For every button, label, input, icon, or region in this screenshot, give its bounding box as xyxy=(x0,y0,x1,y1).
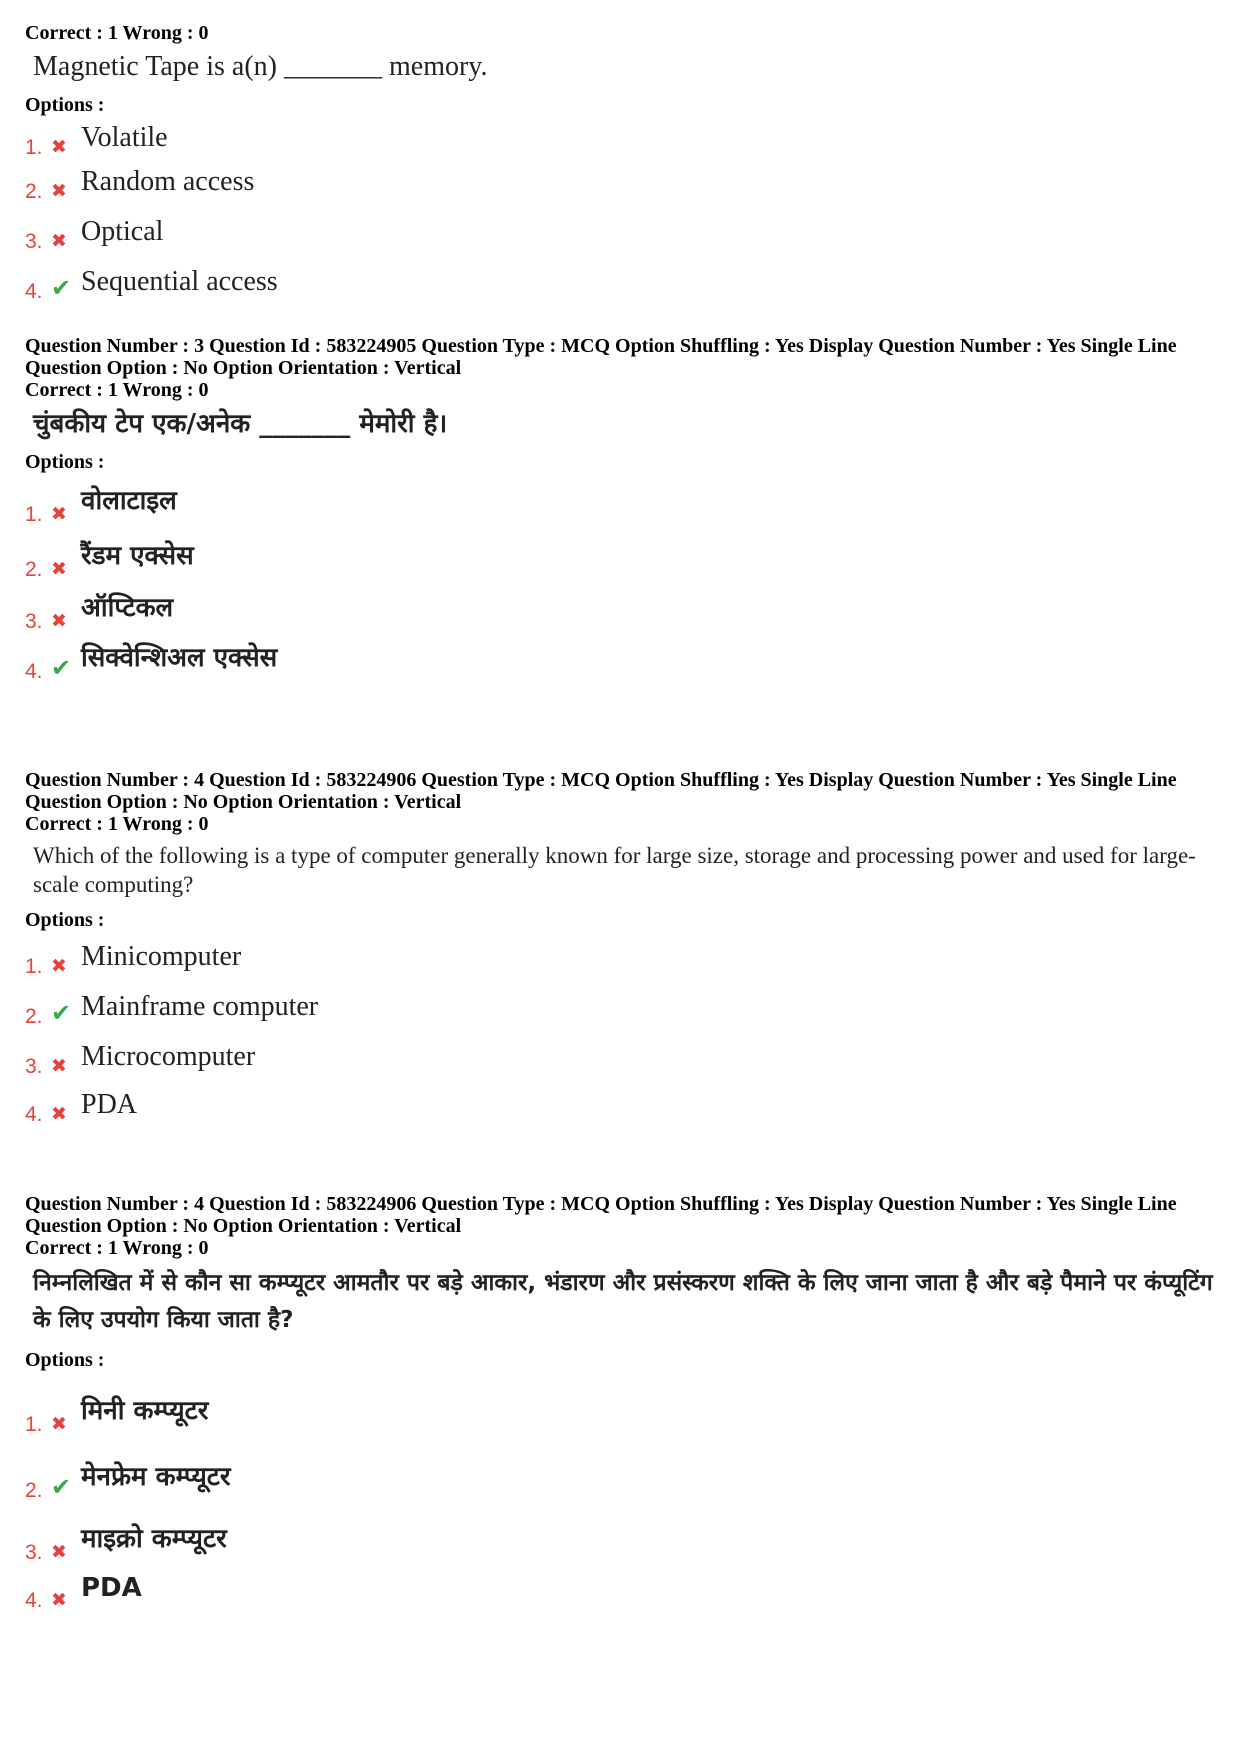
option-text: PDA xyxy=(81,1573,142,1603)
correct-check-icon: ✔ xyxy=(51,1473,72,1501)
score-line: Correct : 1 Wrong : 0 xyxy=(25,22,209,44)
option-2 xyxy=(25,981,1215,1031)
wrong-cross-icon: ✖ xyxy=(51,1413,67,1435)
option-2 xyxy=(25,162,1215,206)
question-meta: Question Number : 4 Question Id : 583224906 Question Type : MCQ Option Shuffling : Yes Display Question Number : Yes Single Line Question Option : No Option Orientation : Vertical xyxy=(25,769,1177,813)
question-block-4-hindi xyxy=(25,1193,1215,1615)
option-text: Volatile xyxy=(81,122,168,153)
wrong-cross-icon: ✖ xyxy=(51,1541,67,1563)
option-1 xyxy=(25,477,1215,529)
option-1 xyxy=(25,120,1215,162)
option-3 xyxy=(25,584,1215,636)
options-label: Options : xyxy=(25,94,105,116)
option-2 xyxy=(25,1439,1215,1505)
option-text: Sequential access xyxy=(81,266,278,297)
option-3 xyxy=(25,206,1215,256)
option-number: 3. xyxy=(25,1541,43,1564)
correct-check-icon: ✔ xyxy=(51,654,72,682)
wrong-cross-icon: ✖ xyxy=(51,230,67,252)
option-1 xyxy=(25,1375,1215,1439)
option-number: 4. xyxy=(25,660,43,683)
option-2 xyxy=(25,529,1215,584)
question-block-4-english xyxy=(25,769,1215,1183)
question-text: चुंबकीय टेप एक/अनेक _______ मेमोरी है। xyxy=(33,409,448,439)
option-text: Minicomputer xyxy=(81,941,242,972)
option-number: 1. xyxy=(25,955,43,978)
wrong-cross-icon: ✖ xyxy=(51,503,67,525)
option-text: रैंडम एक्सेस xyxy=(81,541,194,571)
wrong-cross-icon: ✖ xyxy=(51,558,67,580)
question-paper xyxy=(25,22,1215,1615)
question-block-3 xyxy=(25,335,1215,769)
question-text: Which of the following is a type of computer generally known for large size, storage and processing power and used for large-scale computing? xyxy=(33,843,1196,897)
option-4 xyxy=(25,256,1215,306)
option-text: Random access xyxy=(81,166,255,197)
wrong-cross-icon: ✖ xyxy=(51,136,67,158)
option-number: 2. xyxy=(25,558,43,581)
score-line: Correct : 1 Wrong : 0 xyxy=(25,379,209,401)
wrong-cross-icon: ✖ xyxy=(51,610,67,632)
question-text: निम्नलिखित में से कौन सा कम्प्यूटर आमतौर पर बड़े आकार, भंडारण और प्रसंस्करण शक्ति के लिए जाना जाता है और बड़े पैमाने पर कंप्यूटिंग के लिए उपयोग किया जाता है? xyxy=(33,1270,1213,1333)
option-number: 3. xyxy=(25,1055,43,1078)
option-text: Optical xyxy=(81,216,164,247)
question-meta: Question Number : 3 Question Id : 583224905 Question Type : MCQ Option Shuffling : Yes Display Question Number : Yes Single Line Question Option : No Option Orientation : Vertical xyxy=(25,335,1177,379)
option-number: 2. xyxy=(25,1005,43,1028)
option-3 xyxy=(25,1031,1215,1081)
option-4 xyxy=(25,1567,1215,1615)
wrong-cross-icon: ✖ xyxy=(51,1055,67,1077)
option-number: 1. xyxy=(25,136,43,159)
option-text: वोलाटाइल xyxy=(81,486,177,516)
options-label: Options : xyxy=(25,1349,105,1371)
option-4 xyxy=(25,1081,1215,1129)
wrong-cross-icon: ✖ xyxy=(51,955,67,977)
option-text: मिनी कम्प्यूटर xyxy=(81,1396,209,1426)
question-text: Magnetic Tape is a(n) _______ memory. xyxy=(33,51,488,82)
question-meta: Question Number : 4 Question Id : 583224906 Question Type : MCQ Option Shuffling : Yes Display Question Number : Yes Single Line Question Option : No Option Orientation : Vertical xyxy=(25,1193,1177,1237)
correct-check-icon: ✔ xyxy=(51,274,72,302)
option-number: 2. xyxy=(25,1479,43,1502)
options-label: Options : xyxy=(25,909,105,931)
wrong-cross-icon: ✖ xyxy=(51,180,67,202)
option-number: 3. xyxy=(25,230,43,253)
option-number: 4. xyxy=(25,280,43,303)
option-number: 4. xyxy=(25,1103,43,1126)
option-text: PDA xyxy=(81,1089,138,1120)
score-line: Correct : 1 Wrong : 0 xyxy=(25,813,209,835)
option-number: 4. xyxy=(25,1589,43,1612)
option-text: माइक्रो कम्प्यूटर xyxy=(81,1524,227,1554)
option-3 xyxy=(25,1505,1215,1567)
wrong-cross-icon: ✖ xyxy=(51,1589,67,1611)
options-label: Options : xyxy=(25,451,105,473)
option-1 xyxy=(25,935,1215,981)
option-number: 2. xyxy=(25,180,43,203)
option-number: 1. xyxy=(25,503,43,526)
option-text: सिक्वेन्शिअल एक्सेस xyxy=(81,643,278,673)
option-text: Microcomputer xyxy=(81,1041,256,1072)
option-number: 1. xyxy=(25,1413,43,1436)
score-line: Correct : 1 Wrong : 0 xyxy=(25,1237,209,1259)
option-text: Mainframe computer xyxy=(81,991,319,1022)
correct-check-icon: ✔ xyxy=(51,999,72,1027)
option-4 xyxy=(25,636,1215,686)
wrong-cross-icon: ✖ xyxy=(51,1103,67,1125)
option-text: मेनफ्रेम कम्प्यूटर xyxy=(81,1462,231,1492)
option-number: 3. xyxy=(25,610,43,633)
question-block-2 xyxy=(25,22,1215,322)
option-text: ऑप्टिकल xyxy=(81,593,174,623)
